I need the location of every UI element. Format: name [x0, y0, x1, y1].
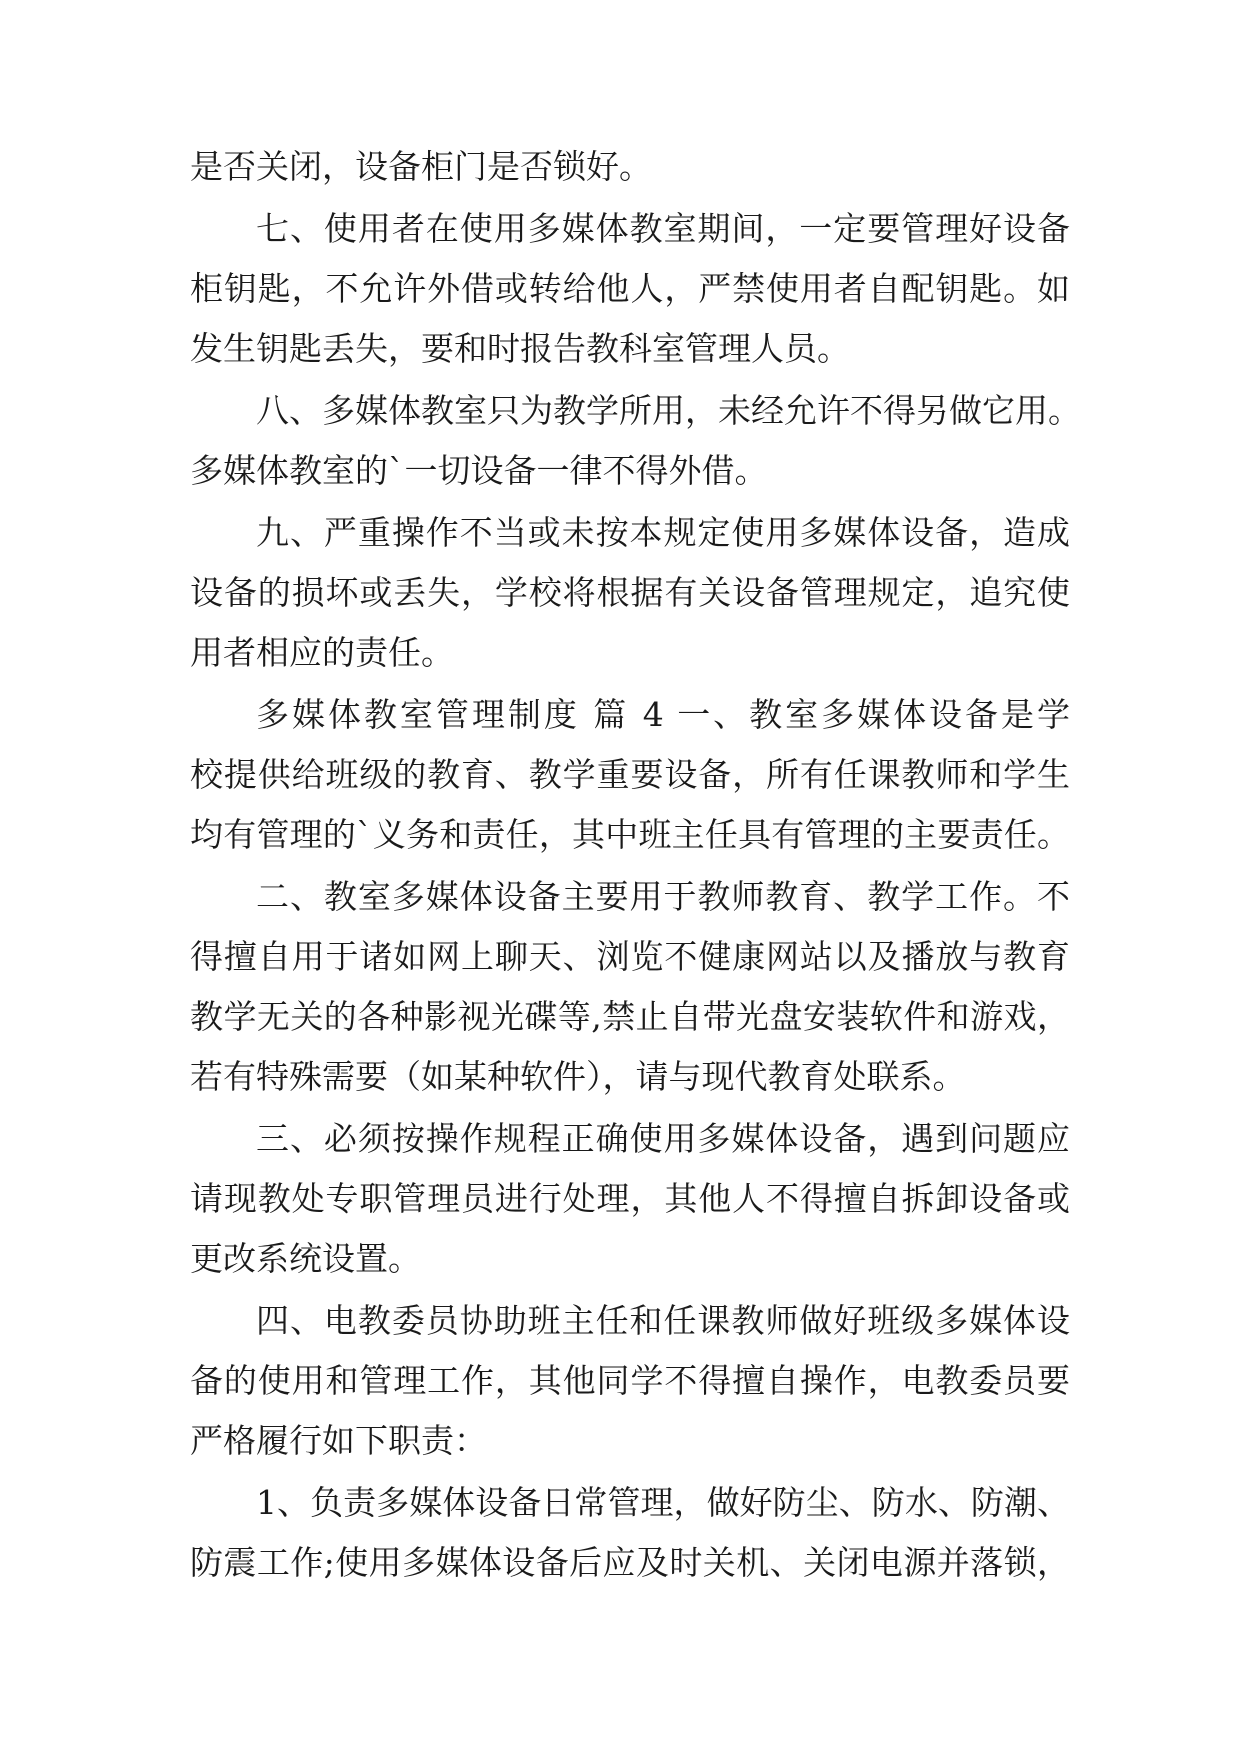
- text-line: 若有特殊需要（如某种软件），请与现代教育处联系。: [190, 1057, 966, 1096]
- text-line: 校提供给班级的教育、教学重要设备，所有任课教师和学生: [190, 755, 1070, 794]
- text-line: 九、严重操作不当或未按本规定使用多媒体设备，造成: [256, 513, 1070, 552]
- text-line: 四、电教委员协助班主任和任课教师做好班级多媒体设: [256, 1301, 1070, 1340]
- text-line: 多媒体教室的`一切设备一律不得外借。: [190, 451, 768, 490]
- text-line: 防震工作;使用多媒体设备后应及时关机、关闭电源并落锁，: [190, 1543, 1070, 1582]
- text-line: 严格履行如下职责：: [190, 1421, 487, 1460]
- text-line: 教学无关的各种影视光碟等,禁止自带光盘安装软件和游戏，: [190, 997, 1070, 1036]
- text-line: 三、必须按操作规程正确使用多媒体设备，遇到问题应: [256, 1119, 1070, 1158]
- text-line: 备的使用和管理工作，其他同学不得擅自操作，电教委员要: [190, 1361, 1070, 1400]
- text-line: 七、使用者在使用多媒体教室期间，一定要管理好设备: [256, 209, 1070, 248]
- text-line: 是否关闭，设备柜门是否锁好。: [190, 147, 652, 186]
- text-line: 八、多媒体教室只为教学所用，未经允许不得另做它用。: [256, 391, 1081, 430]
- text-line: 柜钥匙，不允许外借或转给他人，严禁使用者自配钥匙。如: [190, 269, 1070, 308]
- text-line: 多媒体教室管理制度 篇 4 一、教室多媒体设备是学: [256, 695, 1070, 734]
- text-line: 发生钥匙丢失，要和时报告教科室管理人员。: [190, 329, 850, 368]
- text-line: 设备的损坏或丢失，学校将根据有关设备管理规定，追究使: [190, 573, 1070, 612]
- text-line: 用者相应的责任。: [190, 633, 454, 672]
- text-line: 更改系统设置。: [190, 1239, 421, 1278]
- text-line: 得擅自用于诸如网上聊天、浏览不健康网站以及播放与教育: [190, 937, 1070, 976]
- text-line: 1、负责多媒体设备日常管理，做好防尘、防水、防潮、: [256, 1483, 1070, 1522]
- text-line: 请现教处专职管理员进行处理，其他人不得擅自拆卸设备或: [190, 1179, 1070, 1218]
- text-line: 二、教室多媒体设备主要用于教师教育、教学工作。不: [256, 877, 1070, 916]
- text-line: 均有管理的`义务和责任，其中班主任具有管理的主要责任。: [190, 815, 1070, 854]
